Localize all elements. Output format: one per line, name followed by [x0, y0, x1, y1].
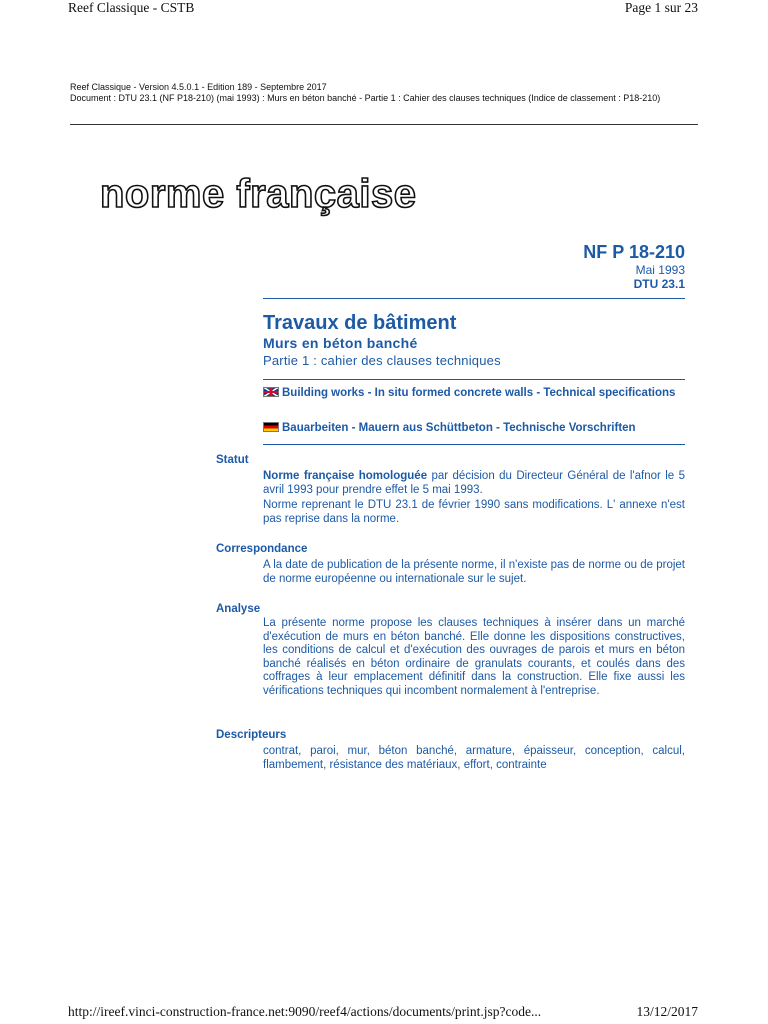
standard-date: Mai 1993 [635, 263, 685, 277]
print-footer [68, 1004, 698, 1022]
translations-divider [263, 444, 685, 445]
print-footer-date: 13/12/2017 [636, 1004, 698, 1019]
statut-text-2: Norme reprenant le DTU 23.1 de février 1990 sans modifications. L' annexe n'est pas reprise dans la norme. [263, 499, 685, 525]
document-meta [70, 82, 698, 103]
de-flag-icon [263, 422, 279, 432]
print-header [68, 0, 698, 18]
document-titles [263, 311, 501, 369]
standard-code-block [583, 242, 685, 291]
title-bottom-divider [263, 379, 685, 380]
translation-english [263, 387, 683, 400]
meta-divider [70, 124, 698, 125]
statut-text-1: par décision du Directeur Général de l'afnor le 5 avril 1993 pour prendre effet le 5 mai 1993. [263, 470, 686, 496]
translation-german-text: Bauarbeiten - Mauern aus Schüttbeton - Technische Vorschriften [282, 422, 636, 434]
print-header-title: Reef Classique - CSTB [68, 0, 195, 15]
section-label-statut: Statut [216, 454, 249, 466]
section-label-analyse: Analyse [216, 603, 261, 615]
statut-paragraph-1 [263, 470, 685, 497]
statut-bold-lead: Norme française homologuée [263, 470, 428, 482]
section-label-correspondance: Correspondance [216, 543, 308, 555]
meta-version-line: Reef Classique - Version 4.5.0.1 - Edition 189 - Septembre 2017 [70, 82, 327, 92]
section-body-correspondance: A la date de publication de la présente norme, il n'existe pas de norme ou de projet de norme européenne ou internationale sur le sujet. [263, 559, 685, 585]
uk-flag-icon [263, 387, 279, 397]
title-top-divider [263, 298, 685, 299]
print-footer-url[interactable]: http://ireef.vinci-construction-france.net:9090/reef4/actions/documents/print.jsp?code... [68, 1004, 542, 1019]
standard-dtu: DTU 23.1 [633, 277, 685, 291]
sub-title: Murs en béton banché [263, 335, 418, 351]
norme-francaise-heading: norme française [100, 172, 417, 216]
part-title: Partie 1 : cahier des clauses techniques [263, 353, 501, 368]
section-body-descripteurs: contrat, paroi, mur, béton banché, armature, épaisseur, conception, calcul, flambement, résistance des matériaux, effort, contrainte [263, 745, 685, 771]
standard-code: NF P 18-210 [583, 242, 685, 262]
meta-document-line: Document : DTU 23.1 (NF P18-210) (mai 1993) : Murs en béton banché - Partie 1 : Cahier des clauses techniques (Indice de classement : P18-210) [70, 92, 661, 103]
section-body-analyse: La présente norme propose les clauses techniques à insérer dans un marché d'exécution de murs en béton banché. Elle donne les dispositions constructives, les conditions de calcul et d'exécution des ouvrages de parois et murs en béton banché réalisés en béton ordinaire de granulats courants, et coulés dans des coffrages à leur emplacement définitif dans la construction. Elle fixe aussi les vérifications techniques qui incombent normalement à l'entreprise. [263, 617, 685, 697]
translation-german [263, 422, 683, 435]
main-title: Travaux de bâtiment [263, 312, 457, 334]
translation-english-text: Building works - In situ formed concrete walls - Technical specifications [282, 387, 676, 399]
section-body-statut [263, 470, 685, 526]
section-label-descripteurs: Descripteurs [216, 729, 287, 741]
print-header-page: Page 1 sur 23 [624, 0, 698, 15]
